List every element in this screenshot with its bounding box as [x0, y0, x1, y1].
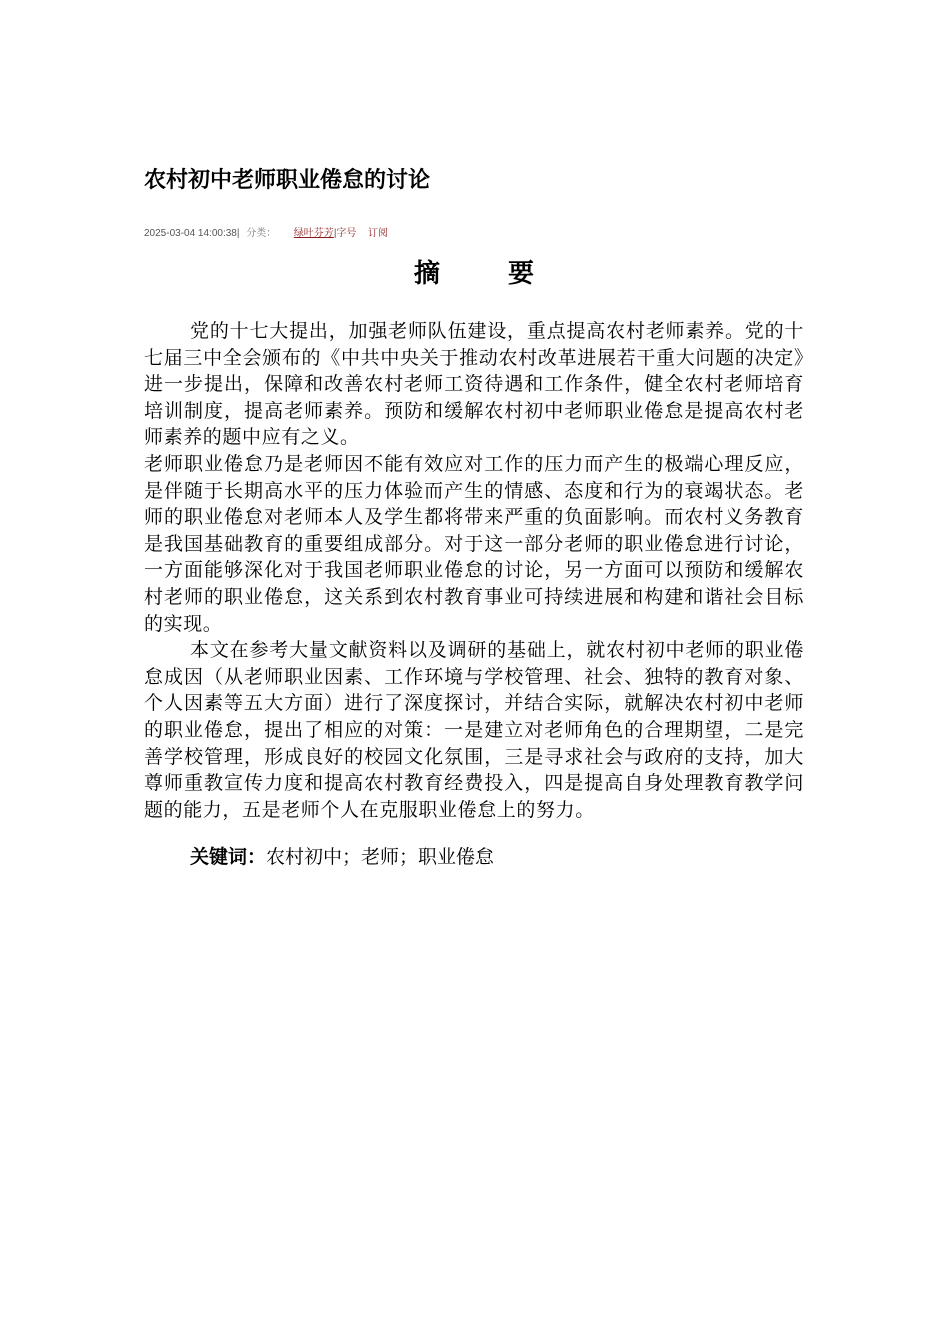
abstract-paragraph-3: 本文在参考大量文献资料以及调研的基础上，就农村初中老师的职业倦怠成因（从老师职业因素、工作环境与学校管理、社会、独特的教育对象、个人因素等五大方面）进行了深度探讨，并结合实际，就解决农村初中老师的职业倦怠，提出了相应的对策：一是建立对老师角色的合理期望，二是完善学校管理，形成良好的校园文化氛围，三是寻求社会与政府的支持，加大尊师重教宣传力度和提高农村教育经费投入，四是提高自身处理教育教学问题的能力，五是老师个人在克服职业倦怠上的努力。 [144, 639, 804, 821]
font-size-link[interactable]: 字号 [336, 228, 357, 239]
meta-separator: | [333, 228, 337, 239]
keywords-value: 农村初中；老师；职业倦怠 [266, 846, 495, 868]
category-label: 分类： [246, 228, 277, 239]
keywords-line [190, 843, 804, 872]
publish-timestamp: 2025-03-04 14:00:38| [144, 228, 240, 239]
abstract-paragraph-2: 老师职业倦怠乃是老师因不能有效应对工作的压力而产生的极端心理反应，是伴随于长期高水平的压力体验而产生的情感、态度和行为的衰竭状态。老师的职业倦怠对老师本人及学生都将带来严重的负面影响。而农村义务教育是我国基础教育的重要组成部分。对于这一部分老师的职业倦怠进行讨论，一方面能够深化对于我国老师职业倦怠的讨论，另一方面可以预防和缓解农村老师的职业倦怠，这关系到农村教育事业可持续进展和构建和谐社会目标的实现。 [144, 452, 804, 635]
subscribe-link[interactable]: 订阅 [367, 228, 388, 239]
abstract-body [144, 318, 804, 823]
abstract-paragraph-1: 党的十七大提出，加强老师队伍建设，重点提高农村老师素养。党的十七届三中全会颁布的《中共中央关于推动农村改革进展若干重大问题的决定》进一步提出，保障和改善农村老师工资待遇和工作条件，健全农村老师培育培训制度，提高老师素养。预防和缓解农村初中老师职业倦怠是提高农村老师素养的题中应有之义。 [144, 320, 804, 449]
article-meta [144, 227, 804, 241]
keywords-label: 关键词： [190, 847, 267, 868]
article-title: 农村初中老师职业倦怠的讨论 [144, 167, 431, 192]
category-link[interactable]: 绿叶芬芳 [293, 228, 334, 239]
abstract-heading: 摘要 [413, 258, 602, 288]
